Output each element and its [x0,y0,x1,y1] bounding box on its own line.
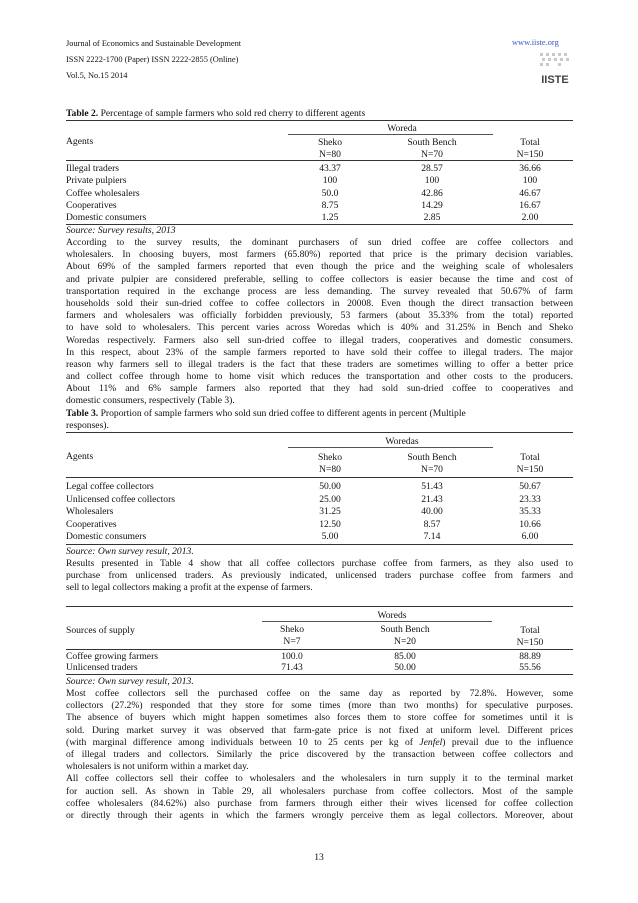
table3-col3-n: N=150 [516,464,544,475]
p3-line: collectors (27.2%) responded that they store for some times (more than two months) for speculative purposes. [66,700,573,712]
issn: ISSN 2222-1700 (Paper) ISSN 2222-2855 (Online) [66,55,239,64]
p3-line: for auction sell. As shown in Table 29, all wholesalers purchase from coffee collectors. Most of the sample [66,785,573,797]
table2-row-col2: 28.57 [421,163,443,174]
table3-row-col1: 5.00 [321,531,339,543]
table3-source: Source: Own survey result, 2013. [66,546,194,557]
table2-row-col1: 8.75 [321,199,339,211]
para1-line: domestic consumers, respectively (Table 3). [66,395,235,407]
table3-caption [66,408,466,419]
paragraph-2 [66,558,573,595]
para1-line: and collect coffee through home to home visit which reduces the transportation and other costs to the producers. [66,371,573,383]
p3-line [66,737,573,749]
table4-bottom-rule [66,674,573,675]
table2-col3: Total [520,137,540,148]
table3-top-rule [66,432,573,433]
para1-line: Woredas respectively. Farmers also sell sun-dried coffee to illegal traders, cooperatives and domestic consumers. [66,334,573,346]
para2-line: purchase from unlicensed traders. As previously indicated, unlicensed traders purchase coffee from farmers and [66,570,573,582]
table2-row-agent: Coffee wholesalers [66,187,140,199]
table4-row-agent: Unlicensed traders [66,662,138,674]
table4-col3-n: N=150 [516,637,544,648]
table4-row-col2: 50.00 [394,662,416,674]
table3-group-rule [288,447,493,448]
table2-row-agent: Cooperatives [66,199,117,211]
table3-row-col2: 8.57 [423,518,441,530]
para1-line: About 11% and 6% sample farmers also reported that they had sold sun-dried coffee to cooperatives and [66,383,573,395]
table2-row-col1: 43.37 [319,163,341,174]
p3-line-5a: (with marginal difference among individuals between 10 to 25 cents per kg of [66,736,420,748]
para2-line: sell to legal collectors making a profit at the expense of farmers. [66,582,313,594]
table3-row-col1: 12.50 [319,518,341,530]
table3-row-agent: Wholesalers [66,506,114,518]
table2-row-agent: Illegal traders [66,163,120,174]
table3-agents-header: Agents [66,451,94,462]
table3-row-col3: 10.66 [519,518,541,530]
table4-header-rule [66,649,573,650]
table2-row-col3: 2.00 [521,212,539,224]
table3-row-col1: 31.25 [319,506,341,518]
table3-row-agent: Unlicensed coffee collectors [66,493,176,505]
table2-row-col1: 1.25 [321,212,339,224]
table4-row-col1: 71.43 [281,662,303,674]
table3-row-col2: 7.14 [423,531,441,543]
para1-line: households sold their sun-dried coffee to coffee collectors in 20008. Even though the direct transaction between [66,297,573,309]
p3-line: of illegal traders and collectors. Similarly the price discovered by the transaction between coffee collectors and [66,748,573,760]
journal-title: Journal of Economics and Sustainable Development [66,39,242,48]
table4-sources-header: Sources of supply [66,625,135,636]
table3-bottom-rule [66,544,573,545]
table3-caption-line2: responses). [66,420,109,431]
table2-row-col2: 14.29 [421,199,443,211]
table2-row-col3: 46.67 [519,187,541,199]
table2-row-col3: 16.67 [519,199,541,211]
iiste-logo-icon [538,53,572,87]
table3-row-col1: 50.00 [319,481,341,492]
table3-col1: Sheko [318,452,342,463]
table4-row-col3: 88.89 [519,651,541,662]
table3-col3: Total [520,452,540,463]
table3-row-col2: 21.43 [421,493,443,505]
table4-source: Source: Own survey result, 2013. [66,676,194,687]
para2-line: Results presented in Table 4 show that all coffee collectors purchase coffee from farmers, as they also used to [66,558,573,569]
table2-source: Source: Survey results, 2013 [66,225,176,236]
table2-row-col2: 2.85 [423,212,441,224]
table2-group-rule [288,134,493,135]
p3-line: All coffee collectors sell their coffee to wholesalers and the wholesalers in turn supply it to the terminal market [66,773,573,785]
table2-row-col2: 42.86 [421,187,443,199]
table4-row-agent: Coffee growing farmers [66,651,158,662]
table4-col2: South Bench [380,624,430,635]
table3-group-header: Woredas [385,436,419,447]
table2-caption-text: Percentage of sample farmers who sold red cherry to different agents [98,108,366,119]
table3-col2-n: N=70 [421,464,443,475]
p3-line-5b: ) prevail due to the influence [442,736,573,748]
table4-group-rule [262,621,492,622]
table3-row-agent: Legal coffee collectors [66,481,154,492]
p3-line: coffee wholesalers (84.62%) also purchase from farmers through either their wives licensed for coffee collection [66,797,573,809]
paragraph-1 [66,237,573,408]
para1-line: wholesalers. In choosing buyers, most farmers (65.80%) reported that price is the primary decision variables. [66,249,573,261]
table3-row-col2: 40.00 [421,506,443,518]
table4-row-col2: 85.00 [394,651,416,662]
table4-top-rule [66,606,573,607]
table3-row-agent: Cooperatives [66,518,117,530]
table2-col2: South Bench [407,137,457,148]
table2-col2-n: N=70 [421,149,443,160]
table3-header-rule [66,477,573,478]
table2-row-col3: 100 [522,175,538,187]
table3-row-col2: 51.43 [421,481,443,492]
table3-row-col3: 6.00 [521,531,539,543]
table4-col3: Total [520,625,540,636]
p3-line: The absence of buyers which might happen sometimes also forces them to store coffee for sometimes until it is [66,712,573,724]
table4-group-header: Woreds [377,610,407,621]
table2-col1: Sheko [318,137,342,148]
para1-line: transportation required in the exchange process are less demanding. The survey revealed that 50.67% of farm [66,285,573,297]
table2-row-agent: Domestic consumers [66,212,147,224]
journal-url[interactable]: www.iiste.org [512,38,559,47]
table2-col1-n: N=80 [319,149,341,160]
para1-line: According to the survey results, the dominant purchasers of sun dried coffee are coffee collectors and [66,237,573,248]
volume: Vol.5, No.15 2014 [66,71,128,80]
table2-col3-n: N=150 [516,149,544,160]
table3-col1-n: N=80 [319,464,341,475]
table3-col2: South Bench [407,452,457,463]
p3-line: or directly through their agents in which the farmers wrongly perceive them as legal collectors. Moreover, about [66,809,573,821]
table4-row-col3: 55.56 [519,662,541,674]
para1-line: to have sold to wholesalers. This percent varies across Woredas which is 40% and 31.25% in Bench and Sheko [66,322,573,334]
table2-top-rule [66,120,573,121]
table2-row-agent: Private pulpiers [66,175,127,187]
table2-row-col1: 100 [322,175,338,187]
p3-line: wholesalers is not uniform within a market day. [66,761,249,773]
table4-row-col1: 100.0 [281,651,303,662]
table3-row-agent: Domestic consumers [66,531,147,543]
table3-row-col1: 25.00 [319,493,341,505]
table2-caption [66,108,365,119]
svg-text:IISTE: IISTE [541,74,569,86]
table2-agents-header: Agents [66,136,94,147]
table3-row-col3: 23.33 [519,493,541,505]
table3-caption-text: Proportion of sample farmers who sold sun dried coffee to different agents in percent (Multiple [98,408,466,419]
table3-label: Table 3. [66,408,99,419]
table4-col1: Sheko [280,624,304,635]
table2-row-col2: 100 [424,175,440,187]
table4-col1-n: N=7 [283,636,301,647]
table3-row-col3: 35.33 [519,506,541,518]
p3-jenfel: Jenfel [419,736,443,748]
p3-line: Most coffee collectors sell the purchased coffee on the same day as reported by 72.8%. However, some [66,688,573,699]
table2-row-col3: 36.66 [519,163,541,174]
p3-line: sold. During market survey it was observed that farm-gate price is not fixed at uniform level. Different prices [66,724,573,736]
table2-group-header: Woreda [387,123,417,134]
table2-label: Table 2. [66,108,99,119]
para1-line: About 69% of the sampled farmers reported that even though the price and the weighing scale of wholesalers [66,261,573,273]
table4-col2-n: N=20 [394,636,416,647]
table2-row-col1: 50.0 [321,187,339,199]
para1-line: farmers and wholesalers was officially forbidden previously, 53 farmers (about 35.33% from the total) reported [66,310,573,322]
paragraph-3 [66,688,573,822]
table3-row-col3: 50.67 [519,481,541,492]
para1-line: In this respect, about 23% of the sample farmers reported to have sold their coffee to illegal traders. The major [66,346,573,358]
page-number: 13 [314,852,324,863]
para1-line: and private pulpier are considered preferable, selling to coffee collectors is easier because the time and cost of [66,273,573,285]
para1-line: reason why farmers sell to illegal traders is the fact that these traders are sometimes willing to offer a better price [66,358,573,370]
table2-header-rule [66,160,573,161]
